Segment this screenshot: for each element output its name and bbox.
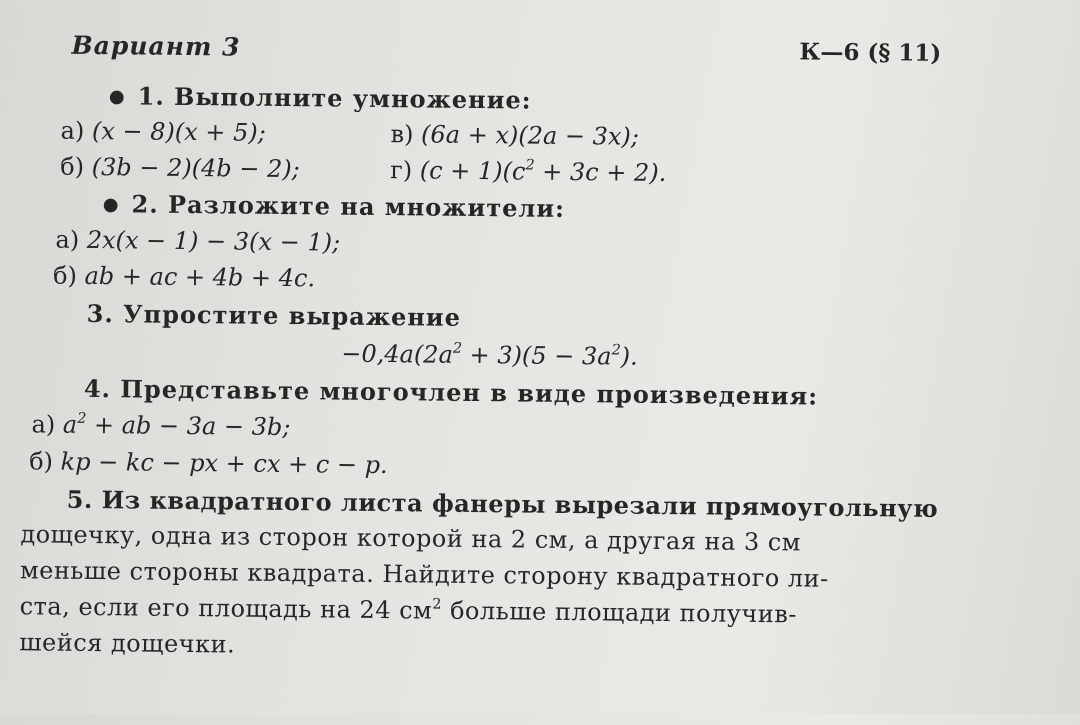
task4-b-label: б) [29, 447, 54, 476]
task1-row2 [60, 153, 760, 188]
task1-title: ● 1. Выполните умножение: [109, 81, 532, 114]
task1-g-expr: $(c + 1)(c^2 + 3c + 2)$. [419, 156, 667, 187]
task5-line5: шейся дощечки. [19, 628, 236, 659]
task1-a-expr: (x − 8)(x + 5); [91, 116, 266, 147]
task5-line1: 5. Из квадратного листа фанеры вырезали прямоугольную [66, 484, 939, 523]
task1-v-label: в) [390, 120, 414, 149]
task3-expr: $-0,4a(2a^2 + 3)(5 - 3a^2)$. [341, 339, 638, 371]
task1-a-label: а) [60, 116, 85, 145]
task4-b-expr: kp − kc − px + cx + c − p. [60, 447, 388, 480]
task4-a-expr: $a^2$ + ab − 3a − 3b; [62, 410, 291, 442]
task1-b-expr: (3b − 2)(4b − 2); [91, 152, 300, 184]
task2-a-expr: 2x(x − 1) − 3(x − 1); [86, 225, 341, 257]
task1-v-expr: (6a + x)(2a − 3x); [420, 120, 640, 151]
task5-line4: ста, если его площадь на 24 $см^2$ больше площади получив- [19, 592, 798, 629]
task4-title: 4. Представьте многочлен в виде произведения: [83, 373, 819, 411]
task2-row-a [55, 226, 340, 257]
task1-b-label: б) [60, 152, 85, 181]
task2-title: ● 2. Разложите на множители: [103, 189, 565, 223]
task5-line3: меньше стороны квадрата. Найдите сторону квадратного ли- [19, 556, 829, 593]
task1-v [390, 120, 639, 151]
task4-a-label: а) [31, 410, 56, 439]
task2-b-label: б) [52, 261, 78, 290]
test-code: К—6 (§ 11) [799, 38, 942, 67]
task2-a-label: а) [55, 225, 80, 254]
task5-line2: дощечку, одна из сторон которой на 2 см, а другая на 3 см [20, 520, 802, 557]
task2-b-expr: ab + ac + 4b + 4c. [84, 261, 316, 293]
variant-title: Вариант 3 [71, 30, 241, 62]
task2-row-b [53, 262, 315, 293]
task1-g [390, 156, 666, 187]
task3-title: 3. Упростите выражение [86, 298, 462, 332]
task4-row-a [31, 410, 290, 441]
task1-row1 [60, 117, 760, 152]
task4-row-b [29, 447, 388, 479]
task1-g-label: г) [390, 156, 413, 185]
